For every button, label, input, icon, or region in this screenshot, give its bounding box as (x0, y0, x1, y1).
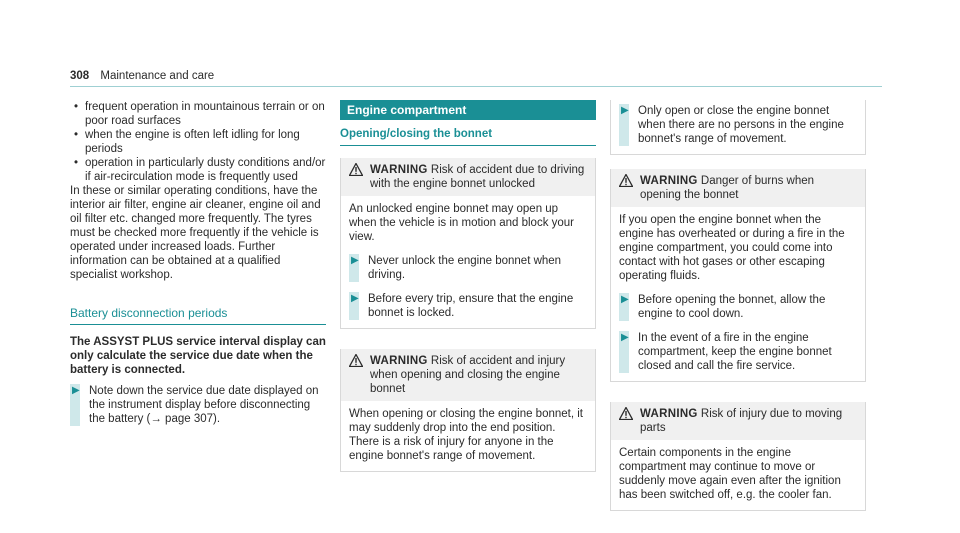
step-arrow-icon: ▶ (351, 293, 359, 304)
warning-heading: Danger of burns when opening the bonnet (640, 175, 815, 201)
warning-heading: Risk of injury due to moving parts (640, 408, 843, 434)
step-arrow-icon: ▶ (621, 332, 629, 343)
instruction-step (349, 292, 587, 320)
warning-text: Certain components in the engine compartment may continue to move or suddenly move again even after the ignition has been switched off, e.g. the cooler fan. (619, 447, 841, 501)
step-text: Before opening the bonnet, allow the engine to cool down. (638, 294, 826, 320)
warning-header (611, 402, 865, 440)
instruction-box (610, 100, 866, 155)
chapter-banner: Engine compartment (340, 100, 596, 120)
page-section-title: Maintenance and care (100, 70, 215, 82)
warning-header (611, 169, 865, 207)
maintenance-paragraph: In these or similar operating conditions, have the interior air filter, engine air cleaner, engine oil and oil filter etc. changed more frequently. The tyres must be checked more frequently if the vehicle is operated under increased loads. Further information can be obtained at a qualified specialist workshop. (70, 185, 321, 281)
warning-label: WARNING (640, 175, 698, 187)
column-right (610, 100, 866, 511)
warning-label: WARNING (640, 408, 698, 420)
subsection-title: Opening/closing the bonnet (340, 127, 596, 146)
step-bar (70, 384, 80, 426)
instruction-step (619, 100, 857, 146)
step-bar (349, 292, 359, 320)
column-middle (340, 100, 596, 472)
list-item: • when the engine is often left idling for long periods (70, 128, 326, 156)
warning-body (611, 440, 865, 510)
warning-header (341, 158, 595, 196)
warning-text: If you open the engine bonnet when the engine has overheated or during a fire in the engine compartment, you could come into contact with hot gases or other escaping operating fluids. (619, 214, 845, 282)
warning-box (340, 349, 596, 472)
instruction-step (619, 293, 857, 321)
warning-triangle-icon (619, 174, 635, 202)
step-arrow-icon: ▶ (72, 385, 80, 396)
warning-box (610, 169, 866, 382)
assyst-heading: The ASSYST PLUS service interval display can only calculate the service due date when the battery is connected. (70, 336, 326, 376)
step-text: Only open or close the engine bonnet when there are no persons in the engine bonnet's range of movement. (638, 105, 844, 145)
warning-triangle-icon (349, 354, 365, 396)
column-left (70, 100, 326, 426)
list-item: • operation in particularly dusty conditions and/or if air-recirculation mode is frequently used (70, 156, 326, 184)
list-item: • frequent operation in mountainous terrain or on poor road surfaces (70, 100, 326, 128)
step-text: In the event of a fire in the engine compartment, keep the engine bonnet closed and call the fire service. (638, 332, 832, 372)
warning-label: WARNING (370, 164, 428, 176)
step-text: Before every trip, ensure that the engine bonnet is locked. (368, 293, 574, 319)
warning-heading: Risk of accident due to driving with the engine bonnet unlocked (370, 164, 585, 190)
step-arrow-icon: ▶ (621, 105, 629, 116)
warning-triangle-icon (349, 163, 365, 191)
step-text: Never unlock the engine bonnet when driving. (368, 255, 562, 281)
warning-body (611, 207, 865, 381)
step-arrow-icon: ▶ (351, 255, 359, 266)
step-arrow-icon: ▶ (621, 294, 629, 305)
step-bar (349, 254, 359, 282)
warning-box (610, 402, 866, 511)
warning-label: WARNING (370, 355, 428, 367)
warning-body (341, 196, 595, 328)
header-divider (70, 86, 882, 87)
warning-text: An unlocked engine bonnet may open up when the vehicle is in motion and block your view. (349, 203, 575, 243)
warning-triangle-icon (619, 407, 635, 435)
page-header (70, 70, 214, 82)
warning-text: When opening or closing the engine bonnet, it may suddenly drop into the end position. (349, 408, 583, 434)
warning-heading: Risk of accident and injury when opening and closing the engine bonnet (370, 355, 566, 395)
section-title-battery: Battery disconnection periods (70, 306, 326, 325)
instruction-step (70, 384, 326, 426)
instruction-step (349, 254, 587, 282)
warning-text: There is a risk of injury for anyone in the engine bonnet's range of movement. (349, 436, 554, 462)
step-text: Note down the service due date displayed on the instrument display before disconnecting the battery (→ page 307). (89, 385, 319, 425)
step-bar (619, 331, 629, 373)
step-bar (619, 104, 629, 146)
warning-header (341, 349, 595, 401)
step-bar (619, 293, 629, 321)
warning-body (341, 401, 595, 471)
warning-box (340, 158, 596, 329)
condition-list (70, 100, 326, 184)
instruction-step (619, 331, 857, 373)
page-number: 308 (70, 70, 90, 82)
